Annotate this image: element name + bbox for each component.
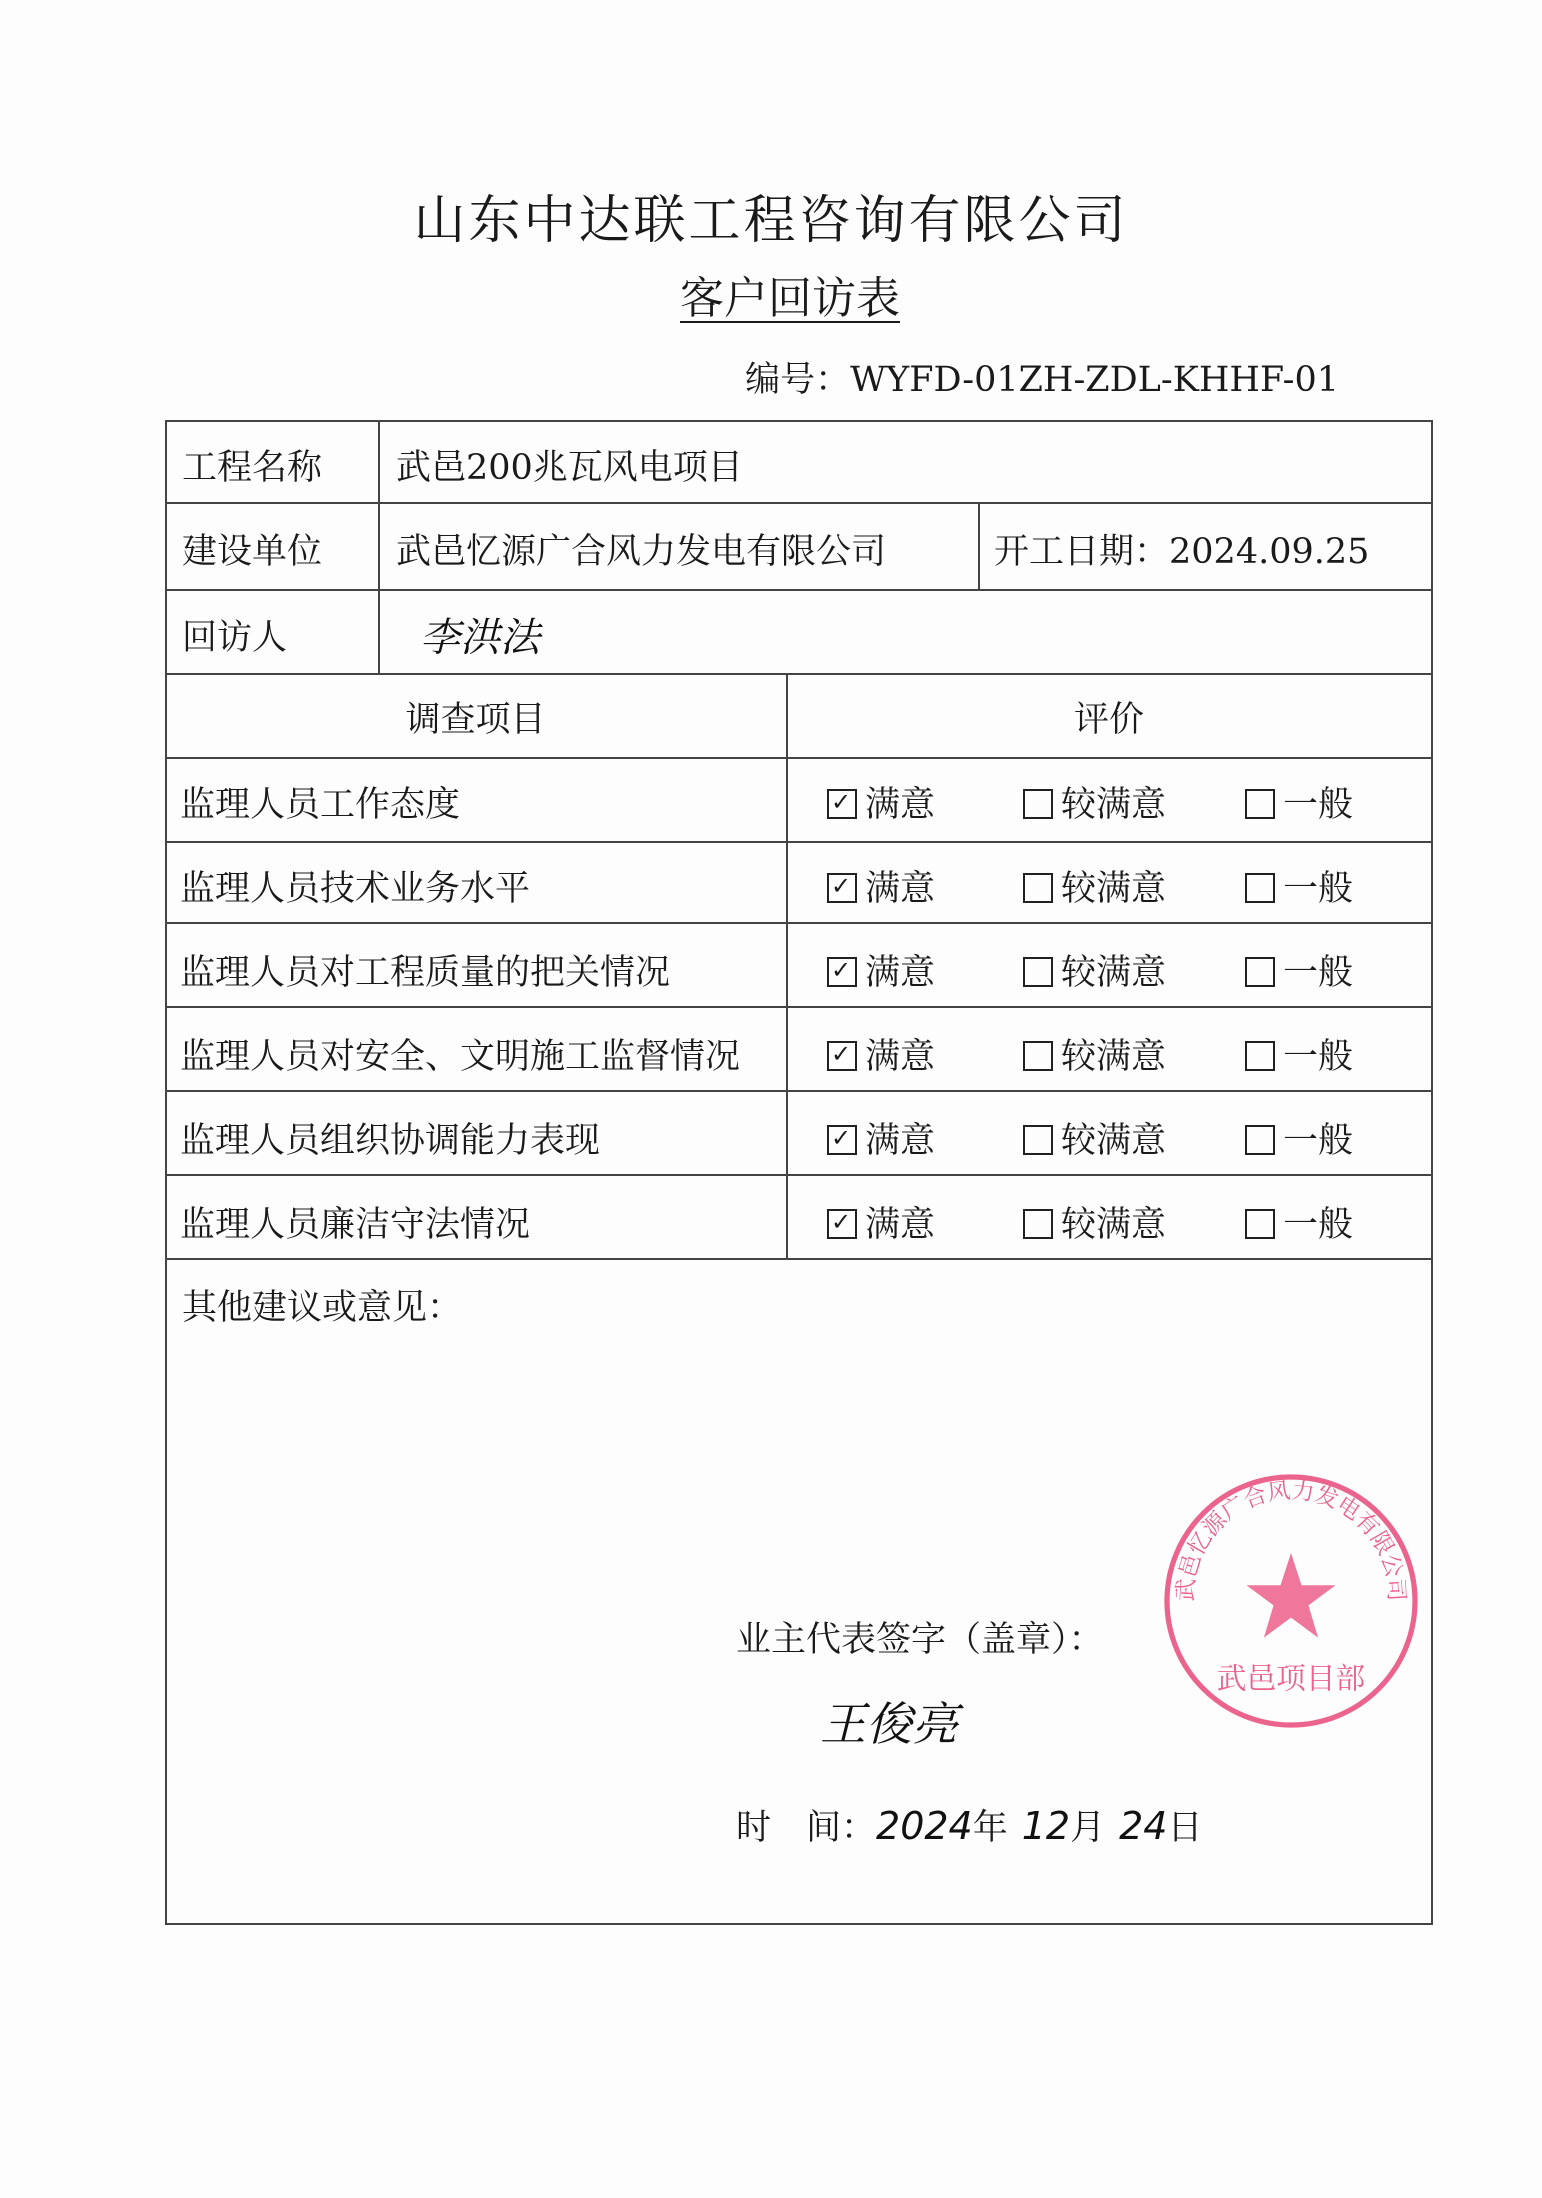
rating-option[interactable] bbox=[1245, 861, 1353, 911]
form-code: 编号：WYFD-01ZH-ZDL-KHHF-01 bbox=[745, 360, 1339, 400]
rating-option[interactable] bbox=[1245, 1197, 1353, 1247]
checkbox-icon[interactable] bbox=[1245, 873, 1275, 903]
checked-checkbox-icon[interactable] bbox=[827, 957, 857, 987]
check-mark-icon: ✓ bbox=[831, 873, 852, 900]
rating-option[interactable] bbox=[1023, 1029, 1166, 1079]
rating-option-label: 较满意 bbox=[1061, 785, 1167, 825]
builder-label: 建设单位 bbox=[182, 532, 323, 572]
rating-option-label: 满意 bbox=[865, 1205, 936, 1245]
rating-option[interactable] bbox=[1023, 1197, 1166, 1247]
visitor-signature: 李洪法 bbox=[420, 615, 540, 661]
owner-sign-label: 业主代表签字（盖章）： bbox=[736, 1620, 1104, 1660]
survey-item: 监理人员廉洁守法情况 bbox=[180, 1205, 531, 1245]
checkbox-icon[interactable] bbox=[1245, 1125, 1275, 1155]
rating-option[interactable] bbox=[827, 945, 935, 995]
day-unit: 日 bbox=[1167, 1808, 1203, 1848]
rating-option[interactable] bbox=[827, 777, 935, 827]
project-name-value: 武邑200兆瓦风电项目 bbox=[396, 448, 743, 488]
survey-item: 监理人员技术业务水平 bbox=[180, 869, 531, 909]
survey-item: 监理人员对安全、文明施工监督情况 bbox=[180, 1037, 741, 1077]
rating-option[interactable] bbox=[1023, 861, 1166, 911]
rating-option-label: 满意 bbox=[865, 953, 936, 993]
date-month: 12 bbox=[1021, 1804, 1071, 1848]
rating-option-label: 一般 bbox=[1283, 1205, 1354, 1245]
form-title-text: 客户回访表 bbox=[680, 273, 900, 324]
rating-option[interactable] bbox=[827, 861, 935, 911]
svg-text:武邑忆源广合风力发电有限公司: 武邑忆源广合风力发电有限公司 bbox=[1172, 1477, 1410, 1602]
visitor-label: 回访人 bbox=[182, 618, 288, 658]
year-unit: 年 bbox=[972, 1808, 1008, 1848]
company-stamp bbox=[1160, 1470, 1422, 1732]
rating-option-label: 满意 bbox=[865, 1037, 936, 1077]
date-year: 2024 bbox=[876, 1804, 973, 1848]
rating-option-label: 满意 bbox=[865, 785, 936, 825]
checked-checkbox-icon[interactable] bbox=[827, 873, 857, 903]
rating-option[interactable] bbox=[1245, 777, 1353, 827]
checkbox-icon[interactable] bbox=[1023, 957, 1053, 987]
rating-option[interactable] bbox=[827, 1113, 935, 1163]
rating-option[interactable] bbox=[1023, 1113, 1166, 1163]
rating-option-label: 满意 bbox=[865, 1121, 936, 1161]
rating-option-label: 一般 bbox=[1283, 785, 1354, 825]
check-mark-icon: ✓ bbox=[831, 1209, 852, 1236]
survey-item: 监理人员组织协调能力表现 bbox=[180, 1121, 601, 1161]
owner-signature: 王俊亮 bbox=[820, 1697, 958, 1751]
company-title: 山东中达联工程咨询有限公司 bbox=[413, 191, 1129, 251]
rating-option-label: 满意 bbox=[865, 869, 936, 909]
date-day: 24 bbox=[1119, 1804, 1168, 1848]
rating-option-label: 一般 bbox=[1283, 953, 1354, 993]
start-date-label: 开工日期： bbox=[994, 532, 1170, 572]
checkbox-icon[interactable] bbox=[1245, 957, 1275, 987]
col-header-rating: 评价 bbox=[1073, 700, 1144, 740]
project-name-label: 工程名称 bbox=[182, 448, 323, 488]
rating-option-label: 一般 bbox=[1283, 1037, 1354, 1077]
comments-label: 其他建议或意见： bbox=[182, 1288, 463, 1328]
rating-option-label: 一般 bbox=[1283, 869, 1354, 909]
check-mark-icon: ✓ bbox=[831, 1041, 852, 1068]
rating-option[interactable] bbox=[1023, 777, 1166, 827]
rating-option-label: 较满意 bbox=[1061, 1205, 1167, 1245]
rating-option[interactable] bbox=[827, 1197, 935, 1247]
rating-option-label: 较满意 bbox=[1061, 953, 1167, 993]
check-mark-icon: ✓ bbox=[831, 957, 852, 984]
rating-option-label: 较满意 bbox=[1061, 1121, 1167, 1161]
date-line bbox=[736, 1800, 1203, 1850]
survey-item: 监理人员工作态度 bbox=[180, 785, 461, 825]
checkbox-icon[interactable] bbox=[1023, 1209, 1053, 1239]
rating-option[interactable] bbox=[827, 1029, 935, 1079]
checkbox-icon[interactable] bbox=[1245, 1041, 1275, 1071]
rating-option[interactable] bbox=[1023, 945, 1166, 995]
builder-value: 武邑忆源广合风力发电有限公司 bbox=[396, 532, 887, 572]
rating-option-label: 较满意 bbox=[1061, 869, 1167, 909]
checkbox-icon[interactable] bbox=[1023, 1041, 1053, 1071]
check-mark-icon: ✓ bbox=[831, 1125, 852, 1152]
checked-checkbox-icon[interactable] bbox=[827, 789, 857, 819]
checkbox-icon[interactable] bbox=[1245, 789, 1275, 819]
form-title bbox=[0, 262, 1542, 326]
checked-checkbox-icon[interactable] bbox=[827, 1041, 857, 1071]
rating-option[interactable] bbox=[1245, 945, 1353, 995]
svg-text:武邑项目部: 武邑项目部 bbox=[1216, 1661, 1366, 1697]
time-label: 时 间： bbox=[736, 1808, 877, 1848]
col-header-item: 调查项目 bbox=[405, 700, 546, 740]
start-date bbox=[994, 524, 1369, 574]
survey-item: 监理人员对工程质量的把关情况 bbox=[180, 953, 671, 993]
checked-checkbox-icon[interactable] bbox=[827, 1209, 857, 1239]
check-mark-icon: ✓ bbox=[831, 789, 852, 816]
checkbox-icon[interactable] bbox=[1245, 1209, 1275, 1239]
rating-option-label: 较满意 bbox=[1061, 1037, 1167, 1077]
month-unit: 月 bbox=[1070, 1808, 1106, 1848]
checkbox-icon[interactable] bbox=[1023, 1125, 1053, 1155]
rating-option-label: 一般 bbox=[1283, 1121, 1354, 1161]
checked-checkbox-icon[interactable] bbox=[827, 1125, 857, 1155]
start-date-value: 2024.09.25 bbox=[1169, 532, 1370, 572]
rating-option[interactable] bbox=[1245, 1029, 1353, 1079]
checkbox-icon[interactable] bbox=[1023, 873, 1053, 903]
rating-option[interactable] bbox=[1245, 1113, 1353, 1163]
checkbox-icon[interactable] bbox=[1023, 789, 1053, 819]
